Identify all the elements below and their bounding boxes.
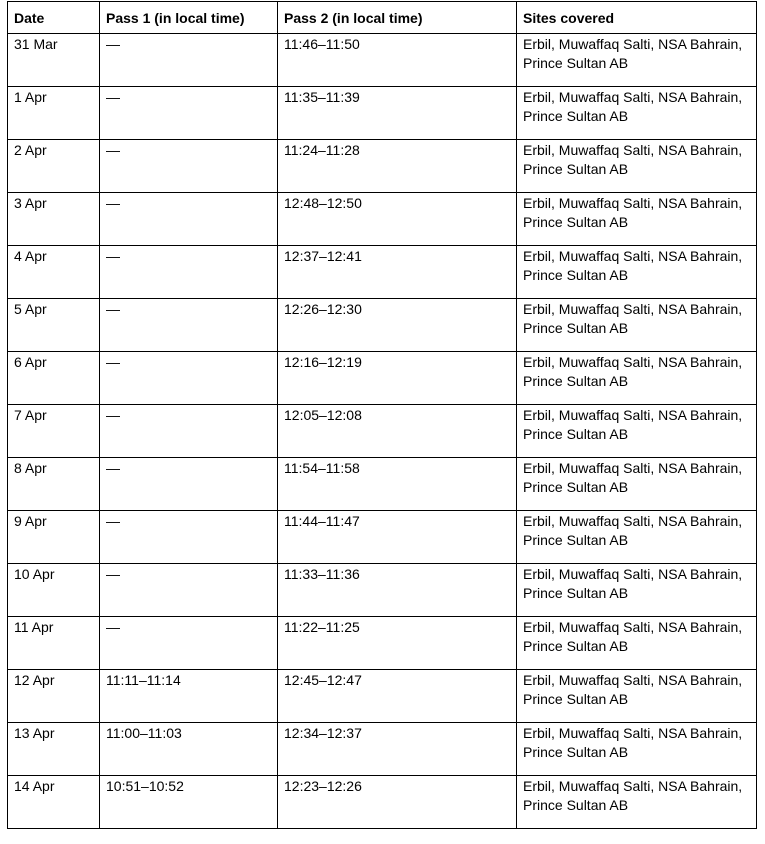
cell-date: 13 Apr <box>8 723 100 776</box>
cell-date: 3 Apr <box>8 193 100 246</box>
cell-pass2: 12:23–12:26 <box>278 776 517 829</box>
table-row <box>8 193 757 246</box>
cell-pass2: 11:35–11:39 <box>278 87 517 140</box>
cell-date: 5 Apr <box>8 299 100 352</box>
cell-sites: Erbil, Muwaffaq Salti, NSA Bahrain, Prince Sultan AB <box>517 140 757 193</box>
cell-pass2: 11:54–11:58 <box>278 458 517 511</box>
cell-sites: Erbil, Muwaffaq Salti, NSA Bahrain, Prince Sultan AB <box>517 458 757 511</box>
cell-pass1: — <box>100 458 278 511</box>
table-row <box>8 723 757 776</box>
cell-pass2: 12:16–12:19 <box>278 352 517 405</box>
cell-pass1: — <box>100 352 278 405</box>
cell-pass2: 11:33–11:36 <box>278 564 517 617</box>
header-sites: Sites covered <box>517 2 757 34</box>
cell-sites: Erbil, Muwaffaq Salti, NSA Bahrain, Prince Sultan AB <box>517 511 757 564</box>
cell-pass2: 12:37–12:41 <box>278 246 517 299</box>
cell-sites: Erbil, Muwaffaq Salti, NSA Bahrain, Prince Sultan AB <box>517 246 757 299</box>
cell-date: 10 Apr <box>8 564 100 617</box>
header-date: Date <box>8 2 100 34</box>
cell-sites: Erbil, Muwaffaq Salti, NSA Bahrain, Prince Sultan AB <box>517 617 757 670</box>
table-row <box>8 246 757 299</box>
cell-date: 31 Mar <box>8 34 100 87</box>
header-pass2: Pass 2 (in local time) <box>278 2 517 34</box>
table-row <box>8 352 757 405</box>
cell-pass1: 11:11–11:14 <box>100 670 278 723</box>
table-row <box>8 299 757 352</box>
cell-pass1: — <box>100 34 278 87</box>
table-row <box>8 670 757 723</box>
table-row <box>8 776 757 829</box>
cell-date: 2 Apr <box>8 140 100 193</box>
header-pass1: Pass 1 (in local time) <box>100 2 278 34</box>
cell-pass1: 11:00–11:03 <box>100 723 278 776</box>
table-row <box>8 458 757 511</box>
cell-sites: Erbil, Muwaffaq Salti, NSA Bahrain, Prince Sultan AB <box>517 299 757 352</box>
cell-pass2: 12:26–12:30 <box>278 299 517 352</box>
cell-sites: Erbil, Muwaffaq Salti, NSA Bahrain, Prince Sultan AB <box>517 352 757 405</box>
cell-pass1: — <box>100 617 278 670</box>
cell-date: 12 Apr <box>8 670 100 723</box>
cell-date: 4 Apr <box>8 246 100 299</box>
cell-pass1: — <box>100 87 278 140</box>
table-row <box>8 34 757 87</box>
cell-pass2: 11:46–11:50 <box>278 34 517 87</box>
cell-sites: Erbil, Muwaffaq Salti, NSA Bahrain, Prince Sultan AB <box>517 87 757 140</box>
cell-pass1: — <box>100 564 278 617</box>
cell-pass1: — <box>100 193 278 246</box>
cell-pass1: — <box>100 140 278 193</box>
cell-date: 1 Apr <box>8 87 100 140</box>
cell-pass2: 12:05–12:08 <box>278 405 517 458</box>
cell-sites: Erbil, Muwaffaq Salti, NSA Bahrain, Prince Sultan AB <box>517 34 757 87</box>
cell-date: 7 Apr <box>8 405 100 458</box>
cell-pass2: 12:45–12:47 <box>278 670 517 723</box>
cell-date: 9 Apr <box>8 511 100 564</box>
satellite-pass-table <box>7 1 757 829</box>
cell-sites: Erbil, Muwaffaq Salti, NSA Bahrain, Prince Sultan AB <box>517 193 757 246</box>
cell-pass1: 10:51–10:52 <box>100 776 278 829</box>
table-header <box>8 2 757 34</box>
cell-sites: Erbil, Muwaffaq Salti, NSA Bahrain, Prince Sultan AB <box>517 670 757 723</box>
cell-pass2: 12:48–12:50 <box>278 193 517 246</box>
cell-pass2: 12:34–12:37 <box>278 723 517 776</box>
cell-date: 14 Apr <box>8 776 100 829</box>
cell-pass1: — <box>100 405 278 458</box>
cell-date: 6 Apr <box>8 352 100 405</box>
table-row <box>8 405 757 458</box>
cell-pass1: — <box>100 511 278 564</box>
table-row <box>8 511 757 564</box>
table-body <box>8 34 757 829</box>
cell-pass2: 11:24–11:28 <box>278 140 517 193</box>
cell-sites: Erbil, Muwaffaq Salti, NSA Bahrain, Prince Sultan AB <box>517 723 757 776</box>
cell-pass2: 11:22–11:25 <box>278 617 517 670</box>
table-row <box>8 617 757 670</box>
cell-pass1: — <box>100 299 278 352</box>
cell-pass2: 11:44–11:47 <box>278 511 517 564</box>
cell-sites: Erbil, Muwaffaq Salti, NSA Bahrain, Prince Sultan AB <box>517 776 757 829</box>
cell-date: 8 Apr <box>8 458 100 511</box>
cell-sites: Erbil, Muwaffaq Salti, NSA Bahrain, Prince Sultan AB <box>517 405 757 458</box>
cell-sites: Erbil, Muwaffaq Salti, NSA Bahrain, Prince Sultan AB <box>517 564 757 617</box>
table-row <box>8 564 757 617</box>
table-row <box>8 87 757 140</box>
header-row <box>8 2 757 34</box>
table-row <box>8 140 757 193</box>
cell-date: 11 Apr <box>8 617 100 670</box>
cell-pass1: — <box>100 246 278 299</box>
